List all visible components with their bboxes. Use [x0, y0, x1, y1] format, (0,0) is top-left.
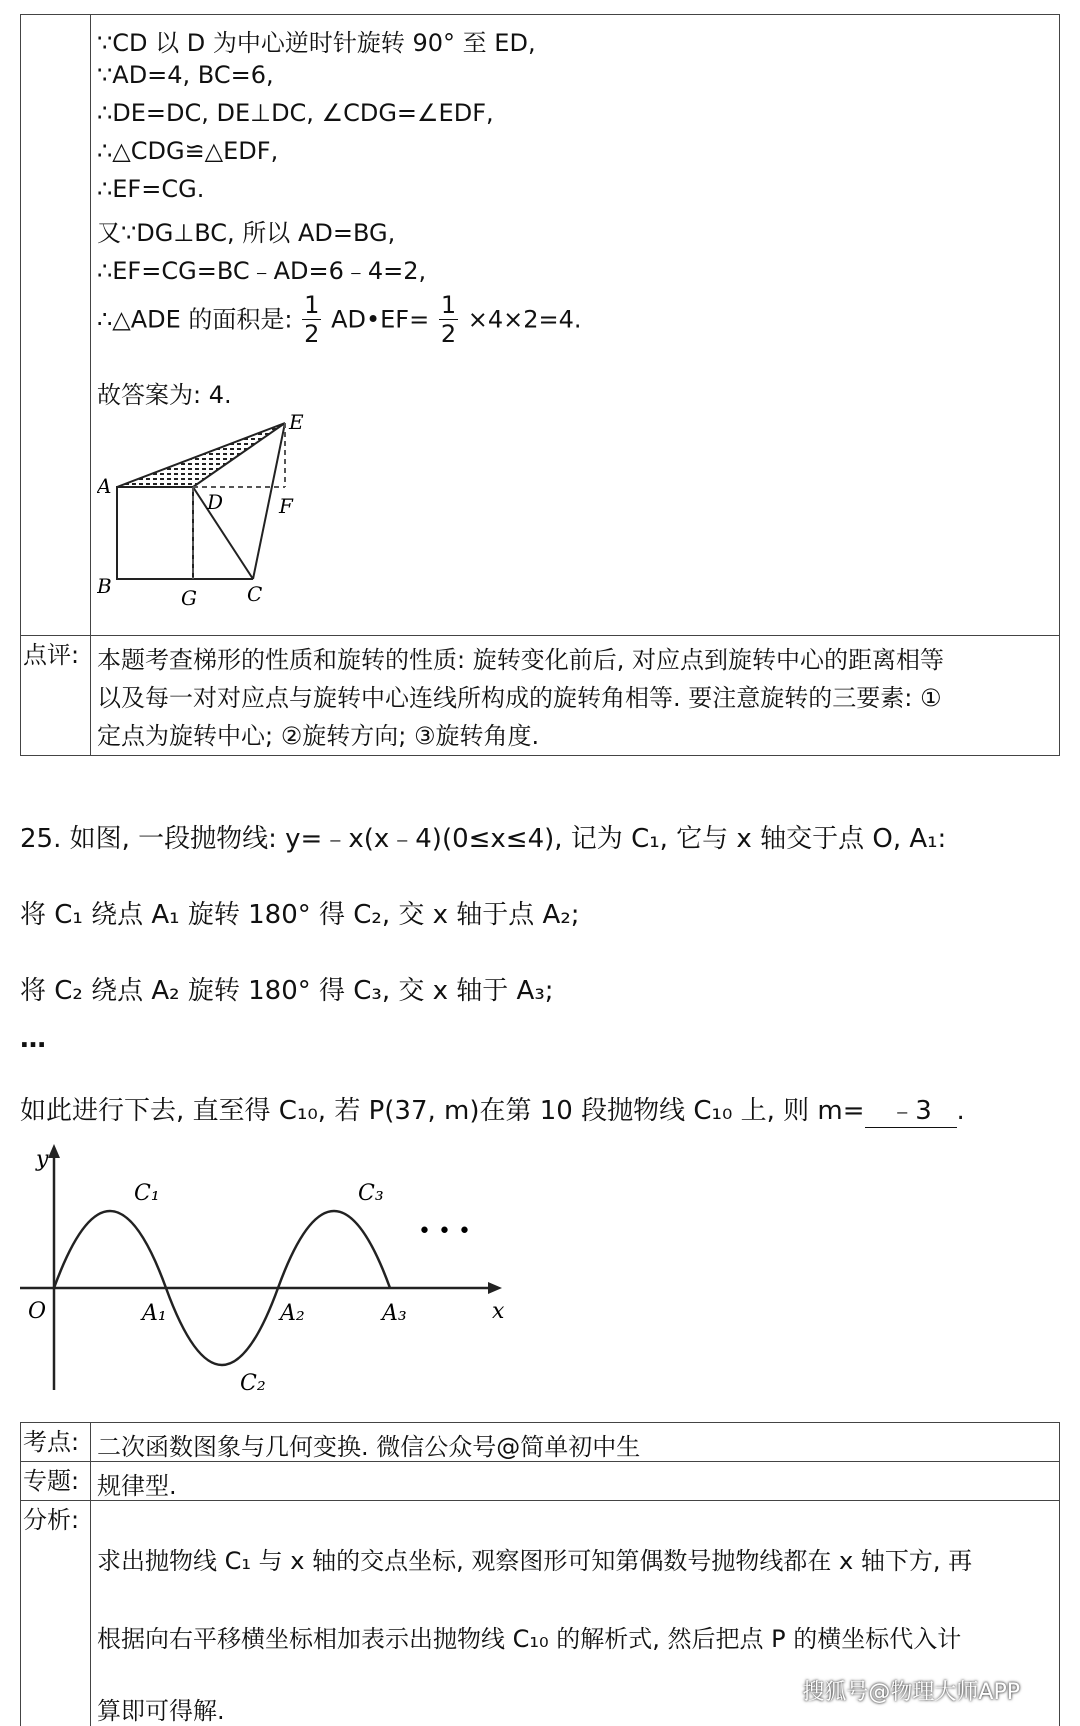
curve-label-c3: C₃	[358, 1181, 384, 1206]
shaded-triangle-ade	[117, 423, 285, 487]
fraction-denominator: 2	[304, 320, 320, 348]
fenxi-line: 求出抛物线 C₁ 与 x 轴的交点坐标, 观察图形可知第偶数号抛物线都在 x 轴下方, 再	[97, 1547, 973, 1575]
area-suffix: ×4×2=4.	[467, 305, 582, 334]
zhuanti-text: 规律型.	[97, 1472, 177, 1500]
solution-line: ∵CD 以 D 为中心逆时针旋转 90° 至 ED,	[97, 29, 536, 57]
origin-label: O	[28, 1299, 47, 1324]
comment-content	[97, 636, 1055, 755]
zhuanti-row	[21, 1462, 1059, 1500]
y-axis-arrow	[48, 1144, 60, 1158]
solution-line: 又∵DG⊥BC, 所以 AD=BG,	[97, 219, 396, 247]
kaodian-row	[21, 1423, 1059, 1461]
rotation-figure	[97, 413, 347, 633]
point-label-g: G	[181, 586, 197, 610]
solution-line: ∵AD=4, BC=6,	[97, 61, 274, 89]
area-prefix: ∴△ADE 的面积是:	[97, 305, 293, 334]
solution-table	[20, 14, 1060, 756]
area-formula-line	[97, 293, 582, 346]
solution-row	[21, 15, 1059, 635]
point-label-b: B	[97, 574, 112, 598]
parabola-c1	[54, 1211, 166, 1288]
point-label-f: F	[279, 494, 293, 518]
fraction-numerator: 1	[440, 291, 457, 319]
solution-line: ∴DE=DC, DE⊥DC, ∠CDG=∠EDF,	[97, 99, 494, 127]
curve-label-c2: C₂	[240, 1371, 266, 1396]
point-label-a1: A₁	[142, 1301, 167, 1326]
answer-line: 故答案为: 4.	[97, 381, 232, 409]
zhuanti-content	[97, 1462, 1055, 1500]
curve-label-c1: C₁	[134, 1181, 160, 1206]
zhuanti-label: 专题:	[21, 1462, 91, 1500]
rectangle-abgd	[117, 487, 193, 579]
point-label-a2: A₂	[280, 1301, 305, 1326]
fenxi-line: 根据向右平移横坐标相加表示出抛物线 C₁₀ 的解析式, 然后把点 P 的横坐标代入计	[97, 1625, 962, 1653]
question-line: 将 C₂ 绕点 A₂ 旋转 180° 得 C₃, 交 x 轴于 A₃;	[20, 976, 554, 1006]
fraction-one-half	[302, 293, 321, 346]
y-axis-label: y	[36, 1147, 49, 1172]
point-label-e: E	[289, 413, 304, 434]
comment-line: 本题考查梯形的性质和旋转的性质: 旋转变化前后, 对应点到旋转中心的距离相等	[97, 646, 944, 674]
fenxi-label: 分析:	[21, 1501, 91, 1726]
parabola-c3	[278, 1211, 390, 1288]
solution-line: ∴EF=CG=BC﹣AD=6﹣4=2,	[97, 257, 427, 285]
answer-blank: ﹣3	[865, 1090, 957, 1128]
watermark: 搜狐号@物理大师APP	[802, 1680, 1020, 1705]
comment-row	[21, 636, 1059, 755]
kaodian-text: 二次函数图象与几何变换. 微信公众号@简单初中生	[97, 1433, 641, 1461]
x-axis-label: x	[492, 1299, 505, 1324]
fenxi-line: 算即可得解.	[97, 1697, 225, 1725]
area-middle: AD•EF=	[331, 305, 430, 334]
comment-line: 以及每一对对应点与旋转中心连线所构成的旋转角相等. 要注意旋转的三要素: ①	[97, 684, 942, 712]
point-label-c: C	[247, 582, 263, 606]
point-label-a: A	[97, 474, 112, 498]
kaodian-content	[97, 1423, 1055, 1461]
fraction-numerator: 1	[304, 291, 320, 319]
point-label-d: D	[207, 490, 224, 514]
question-final-prefix: 如此进行下去, 直至得 C₁₀, 若 P(37, m)在第 10 段抛物线 C₁₀ 上, 则 m=	[20, 1096, 865, 1126]
fraction-one-half	[439, 293, 458, 346]
comment-label: 点评:	[21, 636, 91, 755]
solution-content	[97, 15, 1055, 635]
comment-line: 定点为旋转中心; ②旋转方向; ③旋转角度.	[97, 722, 540, 750]
solution-line: ∴EF=CG.	[97, 175, 205, 203]
continuation-dots: • • •	[418, 1219, 471, 1244]
solution-line: ∴△CDG≌△EDF,	[97, 137, 279, 165]
x-axis-arrow	[488, 1282, 502, 1294]
question-ellipsis: …	[20, 1024, 46, 1054]
parabola-graph	[18, 1140, 518, 1400]
question-final-line	[20, 1090, 965, 1128]
kaodian-label: 考点:	[21, 1423, 91, 1461]
solution-label-cell	[21, 15, 91, 635]
fraction-denominator: 2	[440, 320, 457, 348]
question-line: 将 C₁ 绕点 A₁ 旋转 180° 得 C₂, 交 x 轴于点 A₂;	[20, 900, 580, 930]
question-line: 25. 如图, 一段抛物线: y=﹣x(x﹣4)(0≤x≤4), 记为 C₁, 它与 x 轴交于点 O, A₁:	[20, 824, 947, 854]
point-label-a3: A₃	[382, 1301, 407, 1326]
question-final-suffix: .	[956, 1096, 965, 1126]
parabola-c2	[166, 1288, 278, 1365]
